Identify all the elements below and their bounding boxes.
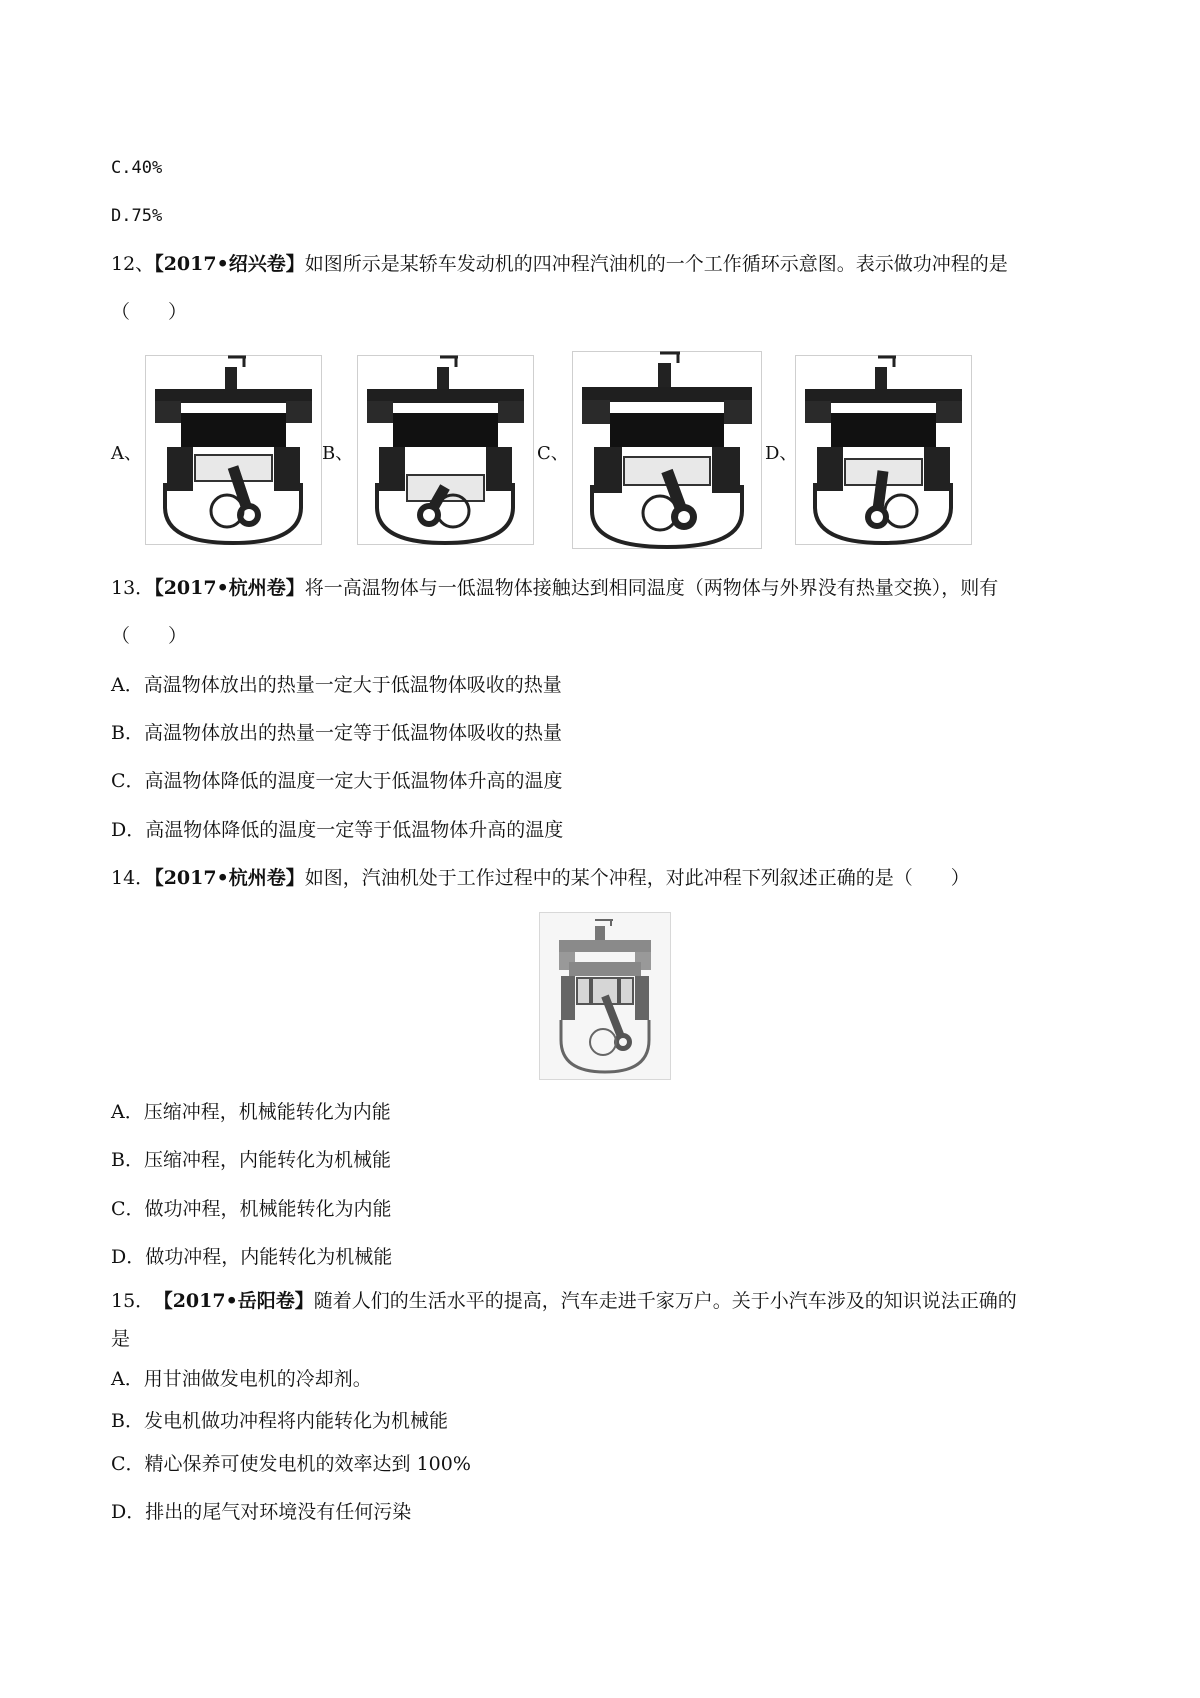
q13-option-c: C．高温物体降低的温度一定大于低温物体升高的温度 bbox=[111, 770, 563, 792]
q15-stem-continuation: 是 bbox=[111, 1328, 131, 1350]
question-source: 【2017•岳阳卷】 bbox=[163, 1290, 314, 1312]
q13-option-a: A．高温物体放出的热量一定大于低温物体吸收的热量 bbox=[111, 674, 562, 696]
engine-diagram-a-icon bbox=[145, 355, 322, 545]
q15-stem-line bbox=[111, 1289, 1017, 1313]
question-stem: 随着人们的生活水平的提高，汽车走进千家万户。关于小汽车涉及的知识说法正确的 bbox=[313, 1290, 1017, 1312]
q12-label-d: D、 bbox=[765, 443, 798, 464]
engine-diagram-icon bbox=[539, 912, 671, 1080]
q12-label-b: B、 bbox=[322, 443, 354, 464]
question-source: 【2017•杭州卷】 bbox=[154, 867, 305, 889]
question-stem: 如图，汽油机处于工作过程中的某个冲程，对此冲程下列叙述正确的是（ ） bbox=[304, 867, 970, 889]
engine-diagram-c-icon bbox=[572, 351, 762, 549]
q12-stem-line bbox=[111, 252, 1008, 276]
q15-option-d: D．排出的尾气对环境没有任何污染 bbox=[111, 1501, 412, 1523]
question-stem: 如图所示是某轿车发动机的四冲程汽油机的一个工作循环示意图。表示做功冲程的是 bbox=[304, 253, 1008, 275]
q13-answer-paren: （ ） bbox=[111, 625, 188, 647]
question-source: 【2017•绍兴卷】 bbox=[154, 253, 305, 275]
q12-answer-paren: （ ） bbox=[111, 301, 188, 323]
q14-stem-line bbox=[111, 866, 970, 890]
q11-option-d: D.75% bbox=[111, 206, 163, 226]
q15-option-a: A．用甘油做发电机的冷却剂。 bbox=[111, 1368, 372, 1390]
engine-diagram-b-icon bbox=[357, 355, 534, 545]
q14-option-c: C．做功冲程，机械能转化为内能 bbox=[111, 1198, 392, 1220]
q15-option-c: C．精心保养可使发电机的效率达到 100% bbox=[111, 1453, 471, 1475]
question-number: 15． bbox=[111, 1290, 155, 1312]
q13-option-d: D．高温物体降低的温度一定等于低温物体升高的温度 bbox=[111, 819, 564, 841]
engine-diagram-d-icon bbox=[795, 355, 972, 545]
q11-option-c: C.40% bbox=[111, 158, 163, 178]
q14-option-b: B．压缩冲程，内能转化为机械能 bbox=[111, 1149, 391, 1171]
q13-option-b: B．高温物体放出的热量一定等于低温物体吸收的热量 bbox=[111, 722, 562, 744]
question-source: 【2017•杭州卷】 bbox=[154, 577, 305, 599]
question-number: 14． bbox=[111, 867, 155, 889]
question-number: 12、 bbox=[111, 253, 155, 275]
question-number: 13． bbox=[111, 577, 155, 599]
question-stem: 将一高温物体与一低温物体接触达到相同温度（两物体与外界没有热量交换），则有 bbox=[304, 577, 999, 599]
q12-label-a: A、 bbox=[111, 443, 142, 464]
q15-option-b: B．发电机做功冲程将内能转化为机械能 bbox=[111, 1410, 448, 1432]
q14-option-a: A．压缩冲程，机械能转化为内能 bbox=[111, 1101, 391, 1123]
q14-option-d: D．做功冲程，内能转化为机械能 bbox=[111, 1246, 393, 1268]
q12-label-c: C、 bbox=[537, 443, 569, 464]
q13-stem-line bbox=[111, 576, 998, 600]
